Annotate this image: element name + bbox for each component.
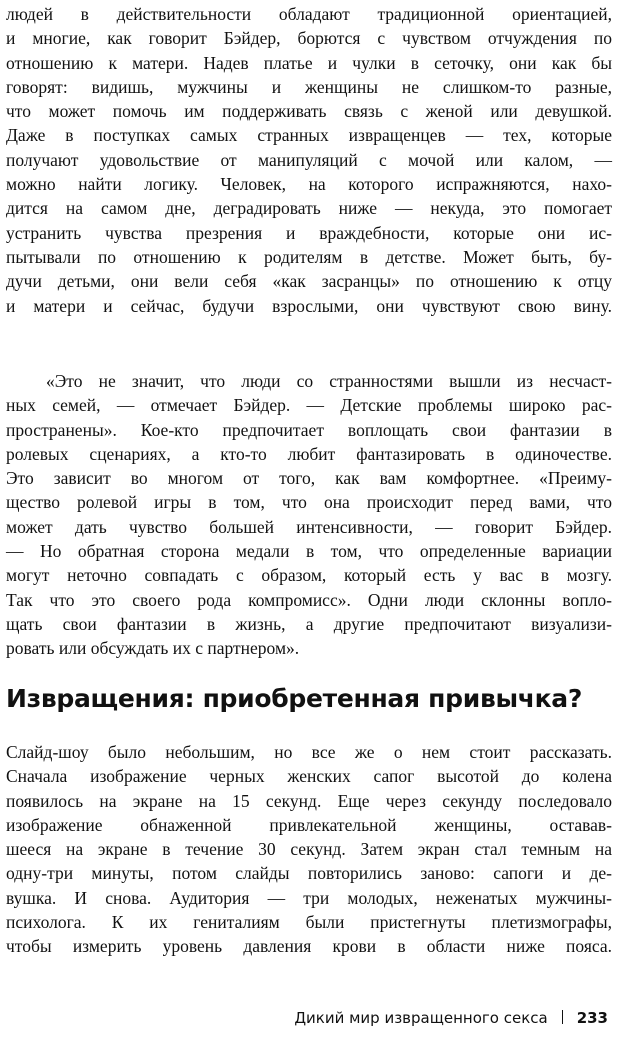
page-number: 233 [576,1009,608,1027]
text-line: пространены». Кое-кто предпочитает воплощать свои фантазии в [6,419,612,440]
text-line: Так что это своего рода компромисс». Одни люди склонны вопло- [6,589,612,610]
paragraph-2 [6,369,612,661]
text-line: Даже в поступках самых странных извращенцев — тех, которые [6,125,612,146]
text-line: ролевых сценариях, а кто-то любит фантазировать в одиночестве. [6,443,612,464]
paragraph-1 [6,2,612,318]
text-line: ровать или обсуждать их с партнером». [6,638,300,659]
text-line: могут неточно совпадать с образом, который есть у вас в мозгу. [6,565,612,586]
text-line: ных семей, — отмечает Бэйдер. — Детские проблемы широко рас- [6,395,612,416]
page-footer [294,1009,608,1027]
text-line: Это зависит во многом от того, как вам комфортнее. «Преиму- [6,468,612,489]
text-line: отношению к матери. Надев платье и чулки в сеточку, они как бы [6,52,612,73]
text-line: людей в действительности обладают традиционной ориентацией, [6,4,612,24]
text-line: может дать чувство большей интенсивности, — говорит Бэйдер. [6,516,612,537]
text-line: одну-три минуты, потом слайды повторились заново: сапоги и де- [6,863,612,884]
text-line: изображение обнаженной привлекательной женщины, оставав- [6,814,612,835]
text-line: устранить чувства презрения и враждебности, которые они ис- [6,222,612,243]
text-line: шееся на экране в течение 30 секунд. Затем экран стал темным на [6,839,612,860]
text-line: пытывали по отношению к родителям в детстве. Может быть, бу- [6,246,612,267]
text-line: можно найти логику. Человек, на которого испражняются, нахо- [6,174,612,195]
paragraph-3 [6,740,612,959]
text-line: и матери и сейчас, будучи взрослыми, они чувствуют свою вину. [6,295,612,316]
text-line: щество ролевой игры в том, что она происходит перед вами, что [6,492,612,513]
text-line: появилось на экране на 15 секунд. Еще через секунду последовало [6,790,612,811]
text-line: получают удовольствие от манипуляций с мочой или калом, — [6,149,612,170]
text-line: психолога. К их гениталиям были пристегнуты плетизмографы, [6,912,612,933]
text-line: что может помочь им поддерживать связь с женой или девушкой. [6,101,612,122]
section-heading: Извращения: приобретенная привычка? [6,684,583,713]
text-line: щать свои фантазии в жизнь, а другие предпочитают визуализи- [6,613,612,634]
text-line: и многие, как говорит Бэйдер, борются с чувством отчуждения по [6,28,612,49]
text-line: говорят: видишь, мужчины и женщины не слишком-то разные, [6,76,612,97]
running-title: Дикий мир извращенного секса [294,1009,548,1027]
text-line: чтобы измерить уровень давления крови в области ниже пояса. [6,936,612,957]
footer-divider [562,1010,563,1024]
text-line: «Это не значит, что люди со странностями вышли из несчаст- [46,371,612,391]
text-line: Слайд-шоу было небольшим, но все же о нем стоит рассказать. [6,742,612,762]
text-line: вушка. И снова. Аудитория — три молодых, неженатых мужчины- [6,887,612,908]
text-line: дится на самом дне, деградировать ниже — некуда, это помогает [6,198,612,219]
text-line: — Но обратная сторона медали в том, что определенные вариации [6,541,612,562]
text-line: дучи детьми, они вели себя «как засранцы» по отношению к отцу [6,271,612,292]
text-line: Сначала изображение черных женских сапог высотой до колена [6,766,612,787]
